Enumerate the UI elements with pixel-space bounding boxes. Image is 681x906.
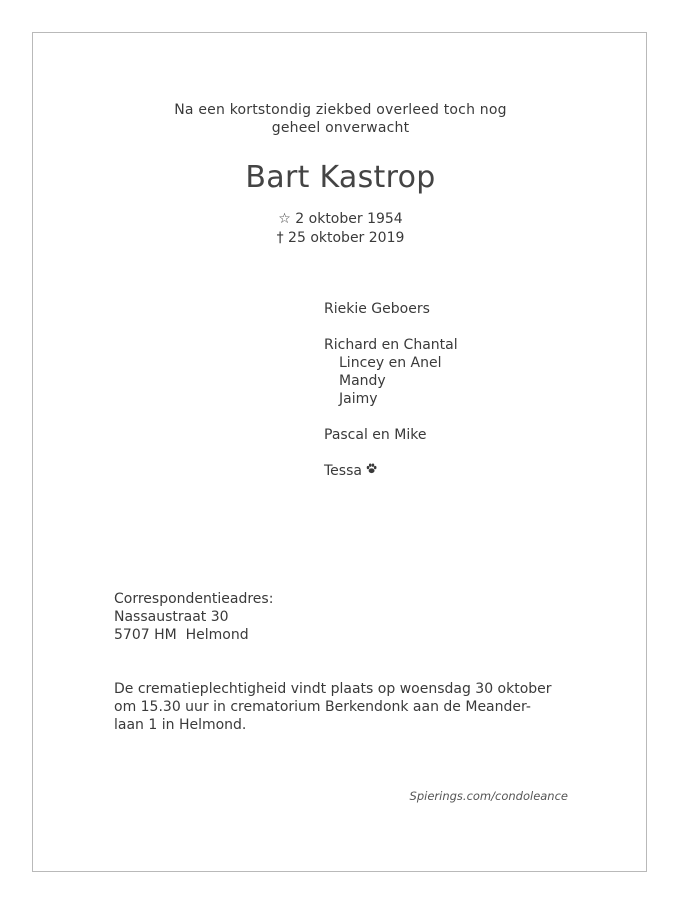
- ceremony-info: [114, 680, 584, 734]
- family-child-2: Pascal en Mike: [324, 427, 427, 443]
- correspondence-address: [114, 590, 273, 644]
- intro-text: [0, 101, 681, 137]
- family-grandchild: Jaimy: [339, 391, 378, 407]
- address-street: Nassaustraat 30: [114, 609, 229, 625]
- family-child-3: Tessa: [324, 463, 362, 479]
- family-child-1: Richard en Chantal: [324, 337, 458, 353]
- intro-line-2: geheel onverwacht: [271, 120, 410, 136]
- family-list: [324, 300, 458, 480]
- family-grandchild: Lincey en Anel: [339, 355, 442, 371]
- family-grandchild: Mandy: [339, 373, 386, 389]
- death-date: † 25 oktober 2019: [276, 230, 405, 246]
- address-label: Correspondentieadres:: [114, 591, 274, 607]
- birth-date: ☆ 2 oktober 1954: [278, 211, 403, 227]
- deceased-name: Bart Kastrop: [245, 160, 436, 195]
- family-partner: Riekie Geboers: [324, 301, 430, 317]
- ceremony-line-1: De crematieplechtigheid vindt plaats op woensdag 30 oktober: [114, 681, 552, 697]
- intro-line-1: Na een kortstondig ziekbed overleed toch nog: [174, 102, 507, 118]
- life-dates: [0, 210, 681, 248]
- address-city: 5707 HM Helmond: [114, 627, 249, 643]
- ceremony-line-3: laan 1 in Helmond.: [114, 717, 247, 733]
- condolence-website: Spierings.com/condoleance: [409, 789, 568, 803]
- family-child-3-row: [324, 462, 458, 480]
- paw-print-icon: [366, 461, 377, 479]
- ceremony-line-2: om 15.30 uur in crematorium Berkendonk aan de Meander-: [114, 699, 531, 715]
